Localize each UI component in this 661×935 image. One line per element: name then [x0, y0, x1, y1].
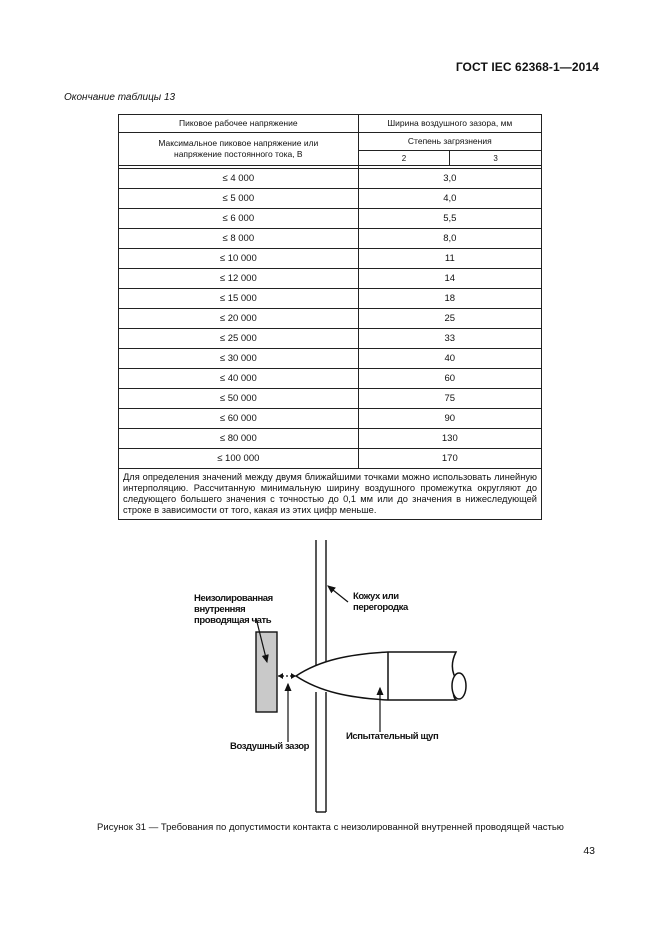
voltage-cell: ≤ 15 000	[119, 289, 359, 309]
header-peak-voltage: Пиковое рабочее напряжение	[119, 115, 359, 133]
gap-cell: 90	[358, 409, 541, 429]
gap-cell: 5,5	[358, 209, 541, 229]
table-row	[119, 349, 542, 369]
voltage-cell: ≤ 100 000	[119, 449, 359, 469]
gap-cell: 60	[358, 369, 541, 389]
leader-enclosure	[328, 586, 348, 602]
gap-cell: 11	[358, 249, 541, 269]
gap-cell: 8,0	[358, 229, 541, 249]
table-row	[119, 389, 542, 409]
header-degree-3: 3	[450, 151, 542, 166]
label-conductive-part	[194, 593, 273, 626]
label-line: проводящая чать	[194, 615, 272, 626]
voltage-cell: ≤ 20 000	[119, 309, 359, 329]
gap-cell: 25	[358, 309, 541, 329]
table-row	[119, 429, 542, 449]
voltage-cell: ≤ 6 000	[119, 209, 359, 229]
voltage-cell: ≤ 25 000	[119, 329, 359, 349]
gap-cell: 14	[358, 269, 541, 289]
gap-cell: 4,0	[358, 189, 541, 209]
voltage-cell: ≤ 10 000	[119, 249, 359, 269]
label-test-probe: Испытательный щуп	[346, 731, 439, 742]
gap-cell: 75	[358, 389, 541, 409]
table-row	[119, 229, 542, 249]
gap-cell: 130	[358, 429, 541, 449]
table-row	[119, 169, 542, 189]
figure-caption: Рисунок 31 — Требования по допустимости контакта с неизолированной внутренней проводящей частью	[97, 822, 564, 833]
table-note: Для определения значений между двумя ближайшими точками можно использовать линейную интерполяцию. Рассчитанную минимальную ширину воздушного промежутка округляют до следующего большего значения с точностью до 0,1 мм или до значения в нижеследующей строке в зависимости от того, какая из этих цифр меньше.	[119, 469, 542, 520]
table-row	[119, 189, 542, 209]
header-max-voltage-text: Максимальное пиковое напряжение или напряжение постоянного тока, В	[158, 138, 319, 159]
label-line: Кожух или	[353, 591, 399, 602]
table-row	[119, 249, 542, 269]
header-degree-2: 2	[358, 151, 450, 166]
figure-31	[170, 536, 490, 826]
voltage-cell: ≤ 40 000	[119, 369, 359, 389]
gap-cell: 40	[358, 349, 541, 369]
standard-code: ГОСТ IEC 62368-1—2014	[455, 60, 599, 74]
table-row	[119, 269, 542, 289]
contact-diagram	[170, 536, 490, 826]
voltage-cell: ≤ 4 000	[119, 169, 359, 189]
label-line: перегородка	[353, 602, 408, 613]
label-line: внутренняя	[194, 604, 246, 615]
table-row	[119, 409, 542, 429]
gap-cell: 18	[358, 289, 541, 309]
table-row	[119, 369, 542, 389]
header-pollution-degree: Степень загрязнения	[358, 133, 541, 151]
voltage-cell: ≤ 50 000	[119, 389, 359, 409]
label-line: Неизолированная	[194, 593, 273, 604]
table-row	[119, 309, 542, 329]
gap-cell: 170	[358, 449, 541, 469]
header-max-voltage	[119, 133, 359, 166]
label-enclosure	[353, 591, 408, 613]
voltage-cell: ≤ 80 000	[119, 429, 359, 449]
voltage-cell: ≤ 30 000	[119, 349, 359, 369]
gap-cell: 3,0	[358, 169, 541, 189]
page-number: 43	[583, 845, 595, 857]
table-row	[119, 209, 542, 229]
voltage-cell: ≤ 5 000	[119, 189, 359, 209]
voltage-cell: ≤ 8 000	[119, 229, 359, 249]
header-clearance: Ширина воздушного зазора, мм	[358, 115, 541, 133]
label-air-gap: Воздушный зазор	[230, 741, 310, 752]
test-probe	[296, 652, 466, 700]
table-row	[119, 329, 542, 349]
conductive-part	[256, 632, 277, 712]
voltage-cell: ≤ 12 000	[119, 269, 359, 289]
table-row	[119, 449, 542, 469]
gap-cell: 33	[358, 329, 541, 349]
clearance-table	[118, 114, 542, 520]
table-row	[119, 289, 542, 309]
voltage-cell: ≤ 60 000	[119, 409, 359, 429]
table-caption: Окончание таблицы 13	[64, 92, 176, 103]
